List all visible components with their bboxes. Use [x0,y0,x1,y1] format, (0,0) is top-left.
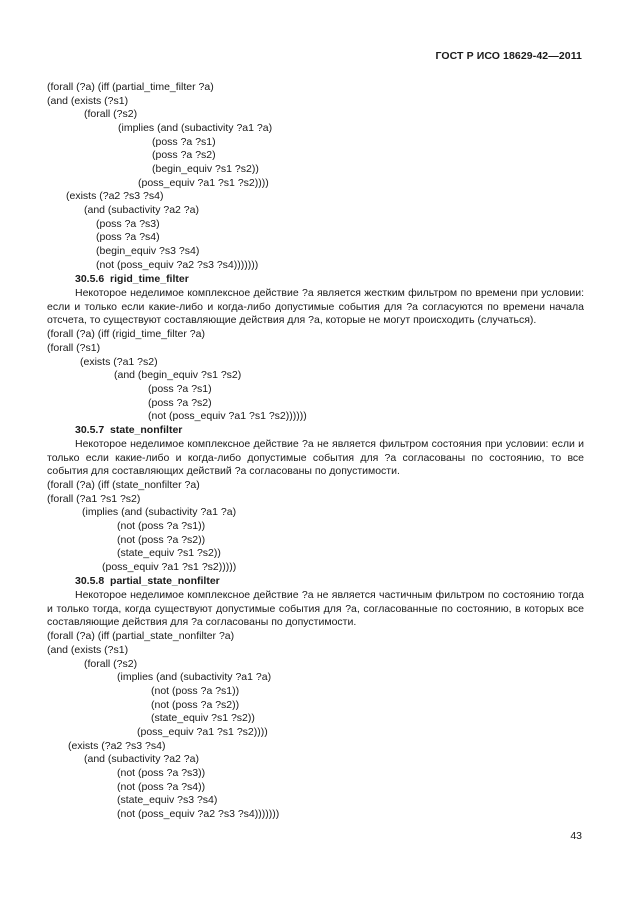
section-title: state_nonfilter [110,424,183,436]
code-line: (not (poss_equiv ?a2 ?s3 ?s4))))))) [96,259,259,271]
code-line: (state_equiv ?s1 ?s2)) [117,547,221,559]
code-line: (forall (?s1) [47,342,101,354]
code-line: (poss ?a ?s3) [96,218,160,230]
code-line: (poss_equiv ?a1 ?s1 ?s2)))) [138,177,269,189]
code-line: (poss ?a ?s1) [152,136,216,148]
code-line: (implies (and (subactivity ?a1 ?a) [118,122,273,134]
code-line: (not (poss ?a ?s2)) [117,534,206,546]
section-title: rigid_time_filter [110,273,189,285]
code-line: (forall (?a) (iff (state_nonfilter ?a) [47,479,200,491]
code-line: (poss_equiv ?a1 ?s1 ?s2))))) [102,561,237,573]
code-line: (poss ?a ?s2) [148,397,212,409]
code-line: (poss ?a ?s4) [96,231,160,243]
code-line: (poss ?a ?s1) [148,383,212,395]
section-heading [75,273,189,286]
code-line: (state_equiv ?s1 ?s2)) [151,712,255,724]
section-number: 30.5.6 [75,273,105,285]
code-line: (forall (?a) (iff (partial_state_nonfilter ?a) [47,630,235,642]
code-line: (poss ?a ?s2) [152,149,216,161]
code-line: (begin_equiv ?s1 ?s2)) [152,163,259,175]
section-number: 30.5.7 [75,424,105,436]
code-line: (implies (and (subactivity ?a1 ?a) [117,671,272,683]
code-line: (not (poss_equiv ?a1 ?s1 ?s2)))))) [148,410,307,422]
code-line: (forall (?a1 ?s1 ?s2) [47,493,141,505]
document-header: ГОСТ Р ИСО 18629-42—2011 [435,50,582,62]
code-line: (state_equiv ?s3 ?s4) [117,794,218,806]
paragraph: Некоторое неделимое комплексное действие ?a является жестким фильтром по времени при условии: если и только если какие-либо и когда-либо допустимые события для ?a согласуются по времени начала отсчета, то существуют составляющие действия для ?a, которые не могут происходить (случаться). [47,287,584,327]
code-line: (exists (?a1 ?s2) [80,356,158,368]
section-title: partial_state_nonfilter [110,575,220,587]
code-line: (not (poss ?a ?s1)) [117,520,206,532]
page-number: 43 [570,830,582,842]
code-line: (not (poss_equiv ?a2 ?s3 ?s4))))))) [117,808,280,820]
code-line: (forall (?s2) [84,658,138,670]
section-number: 30.5.8 [75,575,105,587]
code-line: (poss_equiv ?a1 ?s1 ?s2)))) [137,726,268,738]
code-line: (not (poss ?a ?s3)) [117,767,206,779]
code-line: (forall (?s2) [84,108,138,120]
code-line: (not (poss ?a ?s2)) [151,699,240,711]
code-line: (and (exists (?s1) [47,644,129,656]
code-line: (and (begin_equiv ?s1 ?s2) [114,369,242,381]
code-line: (exists (?a2 ?s3 ?s4) [68,740,166,752]
code-line: (exists (?a2 ?s3 ?s4) [66,190,164,202]
code-line: (and (subactivity ?a2 ?a) [84,204,199,216]
code-line: (forall (?a) (iff (rigid_time_filter ?a) [47,328,205,340]
section-heading [75,575,220,588]
code-line: (and (subactivity ?a2 ?a) [84,753,199,765]
code-line: (and (exists (?s1) [47,95,129,107]
paragraph: Некоторое неделимое комплексное действие ?a не является частичным фильтром по состоянию тогда и только тогда, когда существуют допустимые события для ?a, согласованные по состоянию, в которых все составляющие действия для ?a согласованы по допустимости. [47,589,584,629]
code-line: (implies (and (subactivity ?a1 ?a) [82,506,237,518]
code-line: (begin_equiv ?s3 ?s4) [96,245,200,257]
code-line: (not (poss ?a ?s4)) [117,781,206,793]
section-heading [75,424,182,437]
code-line: (forall (?a) (iff (partial_time_filter ?a) [47,81,214,93]
code-line: (not (poss ?a ?s1)) [151,685,240,697]
paragraph: Некоторое неделимое комплексное действие ?a не является фильтром состояния при условии: если и только если какие-либо и когда-либо допустимые события для ?a согласованы по состоянию, то все события для составляющих действий ?a согласованы по допустимости. [47,438,584,478]
